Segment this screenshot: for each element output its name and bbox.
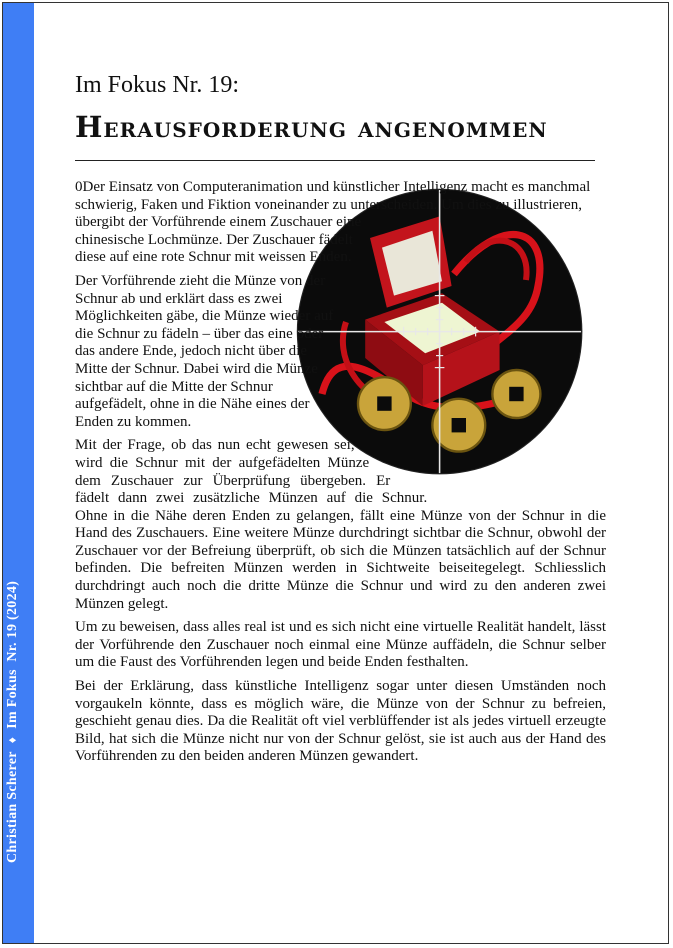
- paragraph-intro: 0Der Einsatz von Computeranimation und künstlicher Intelligenz macht es manchmal schwierig, Faken und Fiktion voneinander zu unterscheiden. Um dies zu illustrieren, übergibt der Vorführende einem Zuschauer eine chinesische Lochmünze. Der Zuschauer fädelt diese auf eine rote Schnur mit weissen Enden.: [75, 179, 591, 266]
- paragraph-coins: Mit der Frage, ob das nun echt gewesen sei, wird die Schnur mit der aufgefädelten Münze dem Zuschauer zur Überprüfung übergeben. Er fädelt dann zwei zusätzliche Münzen auf die Schnur. Ohne in die Nähe deren Enden zu gelangen, fällt eine Münze von der Schnur in die Hand des Zuschauers. Eine weitere Münze durchdringt sichtbar die Schnur, obwohl der Zuschauer vor der Befreiung überprüft, ob sich die Münzen tatsächlich auf der Schnur befinden. Die befreiten Münzen werden in Sichtweite beiseitegelegt. Schliesslich durchdringt auch noch die dritte Münze die Schnur und wird zu den anderen zwei Münzen gelegt.: [75, 437, 606, 612]
- issue-label: Im Fokus Nr. 19 (2024): [5, 580, 20, 729]
- article-body: [75, 179, 606, 772]
- side-bar-text: [5, 581, 21, 863]
- author-name: Christian Scherer: [5, 751, 20, 863]
- page-kicker: Im Fokus Nr. 19:: [75, 72, 240, 98]
- diamond-separator-icon: ♦: [5, 736, 19, 744]
- title-divider: [75, 160, 595, 161]
- paragraph-proof: Um zu beweisen, dass alles real ist und es sich nicht eine virtuelle Realität handelt, lässt der Vorführende den Zuschauer noch einmal eine Münze auffädeln, die Schnur selber um die Faust des Vorführenden legen und beide Enden festhalten.: [75, 619, 606, 671]
- page-title: Herausforderung angenommen: [75, 110, 548, 144]
- paragraph-explanation: Der Vorführende zieht die Münze von der Schnur ab und erklärt dass es zwei Möglichkeiten gäbe, die Münze wieder auf die Schnur zu fädeln – über das eine oder das andere Ende, jedoch nicht über die Mitte der Schnur. Dabei wird die Münze sichtbar auf die Mitte der Schnur aufgefädelt, ohne in die Nähe eines der Enden zu kommen.: [75, 272, 334, 430]
- paragraph-finale: Bei der Erklärung, dass künstliche Intelligenz sogar unter diesen Umständen noch vorgaukeln könnte, dass es möglich wäre, die Münze von der Schnur zu befreien, geschieht genau dies. Da die Realität oft viel verblüffender ist als jedes virtuell erzeugte Bild, hat sich die Münze nicht nur von der Schnur gelöst, sie ist auch aus der Hand des Vorführenden zu den beiden anderen Münzen gewandert.: [75, 678, 606, 765]
- side-bar: [3, 3, 34, 943]
